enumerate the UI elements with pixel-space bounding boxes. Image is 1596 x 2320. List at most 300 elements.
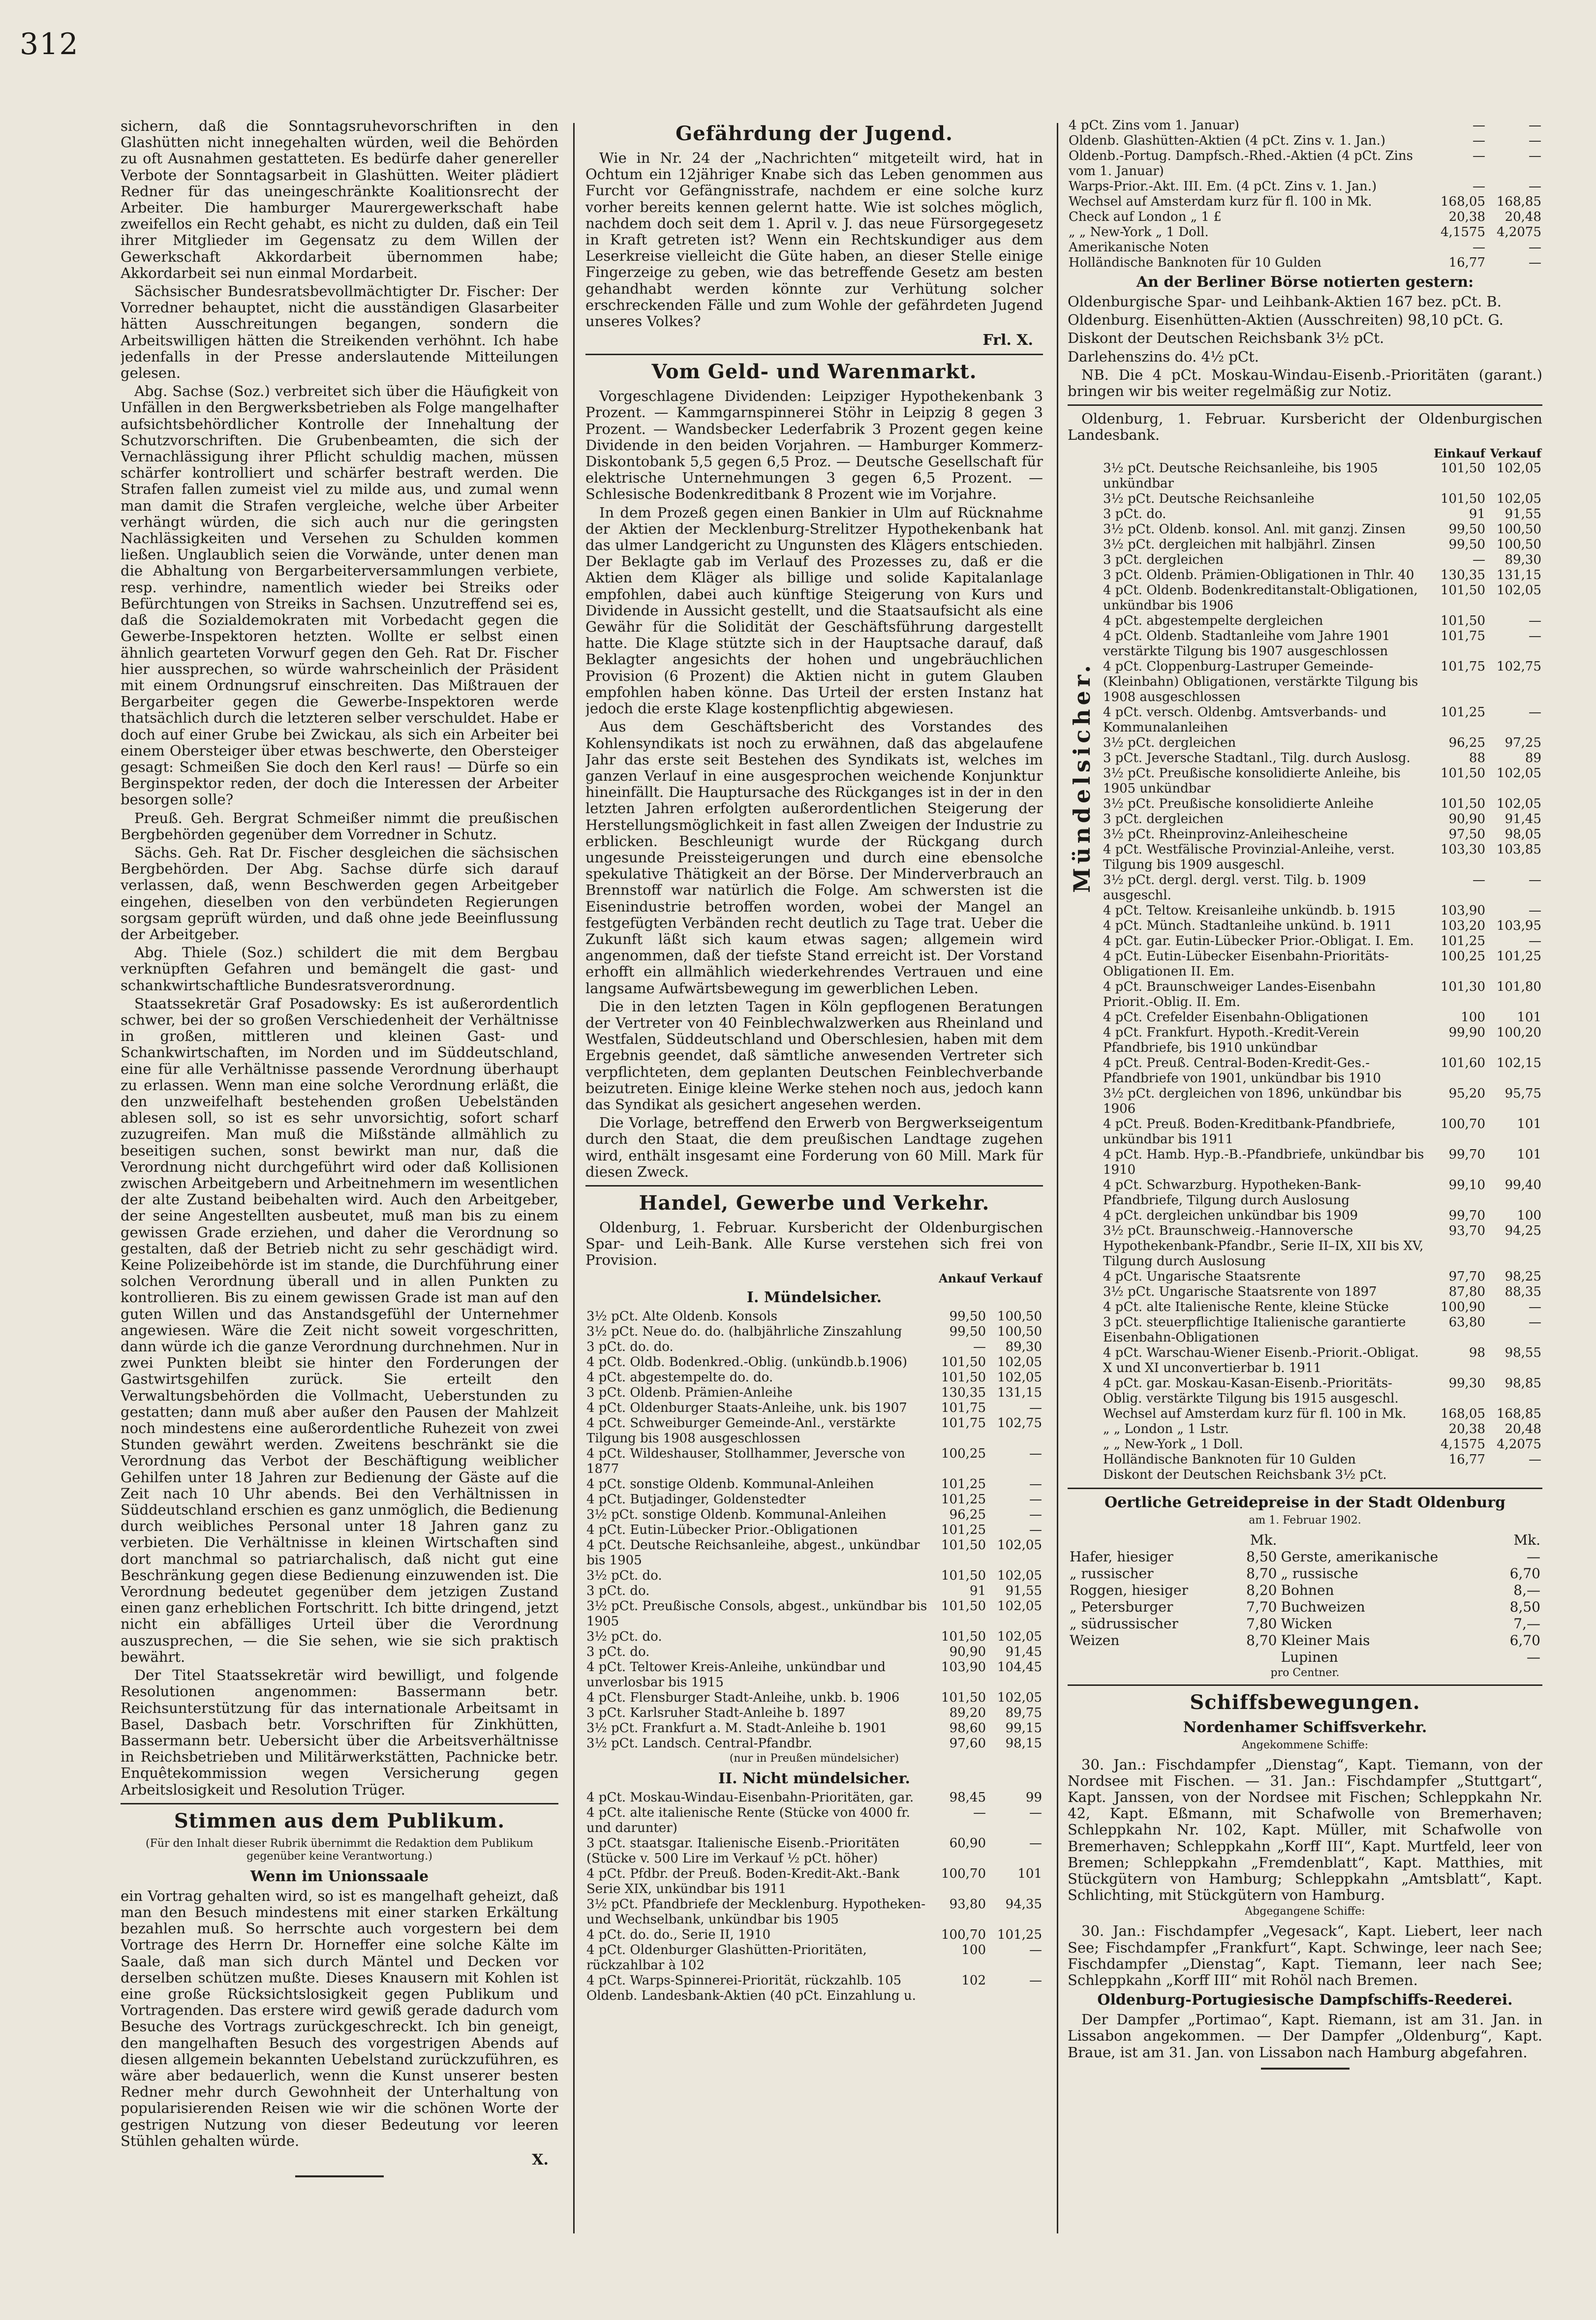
- price-sell: 98,85: [1504, 1375, 1541, 1391]
- price-sell: —: [1529, 118, 1541, 133]
- price-buy: 100,70: [1441, 1116, 1485, 1131]
- section-divider: [1068, 1684, 1542, 1686]
- price-buy: [1430, 1467, 1486, 1483]
- security-name: 4 pCt. do. do., Serie II, 1910: [586, 1927, 771, 1942]
- security-name: 3½ pCt. Landsch. Central-Pfandbr.: [586, 1736, 812, 1751]
- security-name: Wechsel auf Amsterdam kurz für fl. 100 in Mk.: [1069, 194, 1372, 209]
- security-name: Holländische Banknoten für 10 Gulden: [1103, 1452, 1356, 1467]
- price-buy: 97,70: [1448, 1269, 1485, 1284]
- price-buy: 101,50: [941, 1370, 986, 1385]
- price-sell: 102,05: [1497, 491, 1541, 506]
- price-buy: —: [1473, 118, 1485, 133]
- grain-price: —: [1527, 1548, 1540, 1565]
- table-row: [1102, 873, 1542, 903]
- price-sell: —: [1529, 933, 1541, 948]
- price-buy: 101,25: [941, 1492, 986, 1507]
- security-name: 3½ pCt. Alte Oldenb. Konsols: [586, 1309, 778, 1324]
- security-name: 4 pCt. Moskau-Windau-Eisenbahn-Prioritäten, gar.: [586, 1790, 914, 1805]
- price-buy: 103,90: [941, 1659, 986, 1675]
- article-paragraph: Der Titel Staatssekretär wird bewilligt, und folgende Resolutionen angenommen: Bassermann betr. Reichsunterstützung für das internationale Arbeitsamt in Basel, Dasbach betr. Vorschriften für Zinkhütten, Bassermann betr. Uebersicht über die Arbeitsverhältnisse in Reichsbetrieben und Militärwerkstätten, Pachnicke betr. Enquêtekommission wegen Versicherung gegen Arbeitslosigkeit und Resolution Trüger.: [121, 1667, 558, 1798]
- security-name: 4 pCt. Hamb. Hyp.-B.-Pfandbriefe, unkündbar bis 1910: [1103, 1147, 1424, 1177]
- table-row: [1068, 1582, 1542, 1599]
- quote-line: Oldenburg. Eisenhütten-Aktien (Ausschreiten) 98,10 pCt. G.: [1068, 311, 1504, 329]
- table-row: [1102, 735, 1542, 751]
- price-buy: 100,70: [941, 1866, 986, 1881]
- price-buy: 99,70: [1448, 1208, 1485, 1223]
- price-sell: 97,25: [1504, 735, 1541, 750]
- price-sell: 100: [1517, 1208, 1541, 1223]
- table-row: [585, 1401, 1043, 1416]
- security-name: 4 pCt. Pfdbr. der Preuß. Boden-Kredit-Akt.-Bank Serie XIX, unkündbar bis 1911: [586, 1866, 900, 1896]
- security-name: 3 pCt. Oldenb. Prämien-Anleihe: [586, 1385, 793, 1400]
- price-sell: 100,50: [997, 1324, 1042, 1339]
- price-sell: 102,75: [997, 1415, 1042, 1431]
- price-buy: 101,50: [941, 1354, 986, 1370]
- price-sell: 102,05: [1497, 582, 1541, 598]
- security-name: 3½ pCt. Preußische konsolidierte Anleihe, bis 1905 unkündbar: [1103, 765, 1401, 796]
- price-sell: 4,2075: [1497, 1436, 1541, 1452]
- price-buy: 99,90: [1448, 1025, 1485, 1040]
- price-buy: 99,50: [1448, 521, 1485, 537]
- price-buy: 103,30: [1441, 842, 1485, 857]
- security-name: 3½ pCt. dergleichen von 1896, unkündbar bis 1906: [1103, 1086, 1402, 1116]
- article-paragraph: Wie in Nr. 24 der „Nachrichten“ mitgeteilt wird, hat in Ochtum ein 12jähriger Knabe sich das Leben genommen aus Furcht vor Gefängnisstrafe, nachdem er eine solche kurz vorher bereits kennen gelernt hatte. Wie ist solches möglich, nachdem doch seit dem 1. April v. J. das neue Fürsorgegesetz in Kraft getreten ist? Wenn ein Rechtskundiger aus dem Leserkreise vielleicht die Güte haben, an dieser Stelle einige Fingerzeige zu geben, wie das betreffende Gesetz am besten gehandhabt werden könnte zur Verhütung solcher erschreckenden Fälle und zum Wohle der gefährdeten Jugend unseres Volkes?: [585, 150, 1043, 330]
- table-section-title: An der Berliner Börse notierten gestern:: [1136, 274, 1474, 291]
- security-name: 3 pCt. do.: [1103, 506, 1166, 521]
- price-buy: —: [1473, 149, 1485, 163]
- section-divider: [585, 1185, 1043, 1187]
- price-sell: 101: [1017, 1866, 1042, 1881]
- grain-price: 7,—: [1513, 1615, 1540, 1632]
- price-buy: 101,50: [941, 1568, 986, 1583]
- article-signature: X.: [532, 2151, 549, 2168]
- price-sell: 102,75: [1497, 659, 1541, 674]
- table-row: [1102, 1284, 1542, 1300]
- vertical-section-label: Mündelsicher.: [1069, 661, 1095, 893]
- price-sell: 102,05: [997, 1690, 1042, 1705]
- section-divider: [1068, 1488, 1542, 1489]
- table-section-title: I. Mündelsicher.: [746, 1288, 882, 1306]
- column-header: Verkauf: [990, 1271, 1042, 1285]
- table-row: [1102, 1147, 1542, 1178]
- table-row: [585, 1492, 1043, 1507]
- table-row: [1068, 1632, 1542, 1649]
- security-name: 4 pCt. Schwarzburg. Hypotheken-Bank-Pfandbriefe, Tilgung durch Auslosung: [1103, 1177, 1361, 1208]
- price-sell: 89,75: [1005, 1705, 1042, 1720]
- table-row: [1102, 827, 1542, 842]
- table-row: [1102, 934, 1542, 949]
- price-sell: 98,15: [1005, 1736, 1042, 1751]
- quotes-table: [1068, 118, 1542, 271]
- security-name: 4 pCt. Cloppenburg-Lastruper Gemeinde-(Kleinbahn) Obligationen, verstärkte Tilgung bis 1908 ausgeschlossen: [1103, 659, 1418, 704]
- security-name: 3 pCt. Oldenb. Prämien-Obligationen in Thlr. 40: [1103, 567, 1414, 582]
- grain-price: 8,20: [1246, 1582, 1277, 1598]
- grain-name: Lupinen: [1281, 1648, 1338, 1665]
- price-sell: 131,15: [997, 1385, 1042, 1400]
- price-buy: —: [1473, 552, 1485, 567]
- security-name: 3½ pCt. do.: [586, 1568, 662, 1583]
- unit-label: Mk.: [1250, 1531, 1277, 1548]
- page-number: 312: [20, 27, 79, 61]
- price-buy: 101,50: [1441, 491, 1485, 506]
- table-row: [585, 1477, 1043, 1492]
- price-sell: —: [1529, 179, 1541, 194]
- security-name: 4 pCt. Eutin-Lübecker Eisenbahn-Prioritäts-Obligationen II. Em.: [1103, 948, 1389, 979]
- security-name: 3½ pCt. Braunschweig.-Hannoversche Hypothekenbank-Pfandbr., Serie II–IX, XII bis XV, Tilgung durch Auslosung: [1103, 1223, 1424, 1269]
- security-name: 4 pCt. Teltow. Kreisanleihe unkündb. b. 1915: [1103, 903, 1396, 918]
- security-name: 4 pCt. gar. Eutin-Lübecker Prior.-Obligat. I. Em.: [1103, 933, 1414, 948]
- security-name: 4 pCt. Münch. Stadtanleihe unkünd. b. 1911: [1103, 918, 1392, 933]
- price-buy: 99,50: [1448, 537, 1485, 552]
- grain-price: 6,70: [1509, 1632, 1540, 1648]
- price-buy: 101,75: [1441, 659, 1485, 674]
- price-buy: 101,25: [941, 1522, 986, 1537]
- price-sell: 168,85: [1497, 1406, 1541, 1421]
- price-sell: 91,55: [1504, 506, 1541, 521]
- table-row: [1102, 705, 1542, 735]
- table-header-row: [585, 1271, 1043, 1286]
- article-signature: Frl. X.: [982, 332, 1033, 349]
- price-sell: —: [1529, 872, 1541, 887]
- security-name: 4 pCt. Ungarische Staatsrente: [1103, 1269, 1301, 1284]
- price-buy: 103,90: [1441, 903, 1485, 918]
- price-buy: 102: [961, 1973, 986, 1988]
- article-paragraph: Staatssekretär Graf Posadowsky: Es ist außerordentlich schwer, bei der so großen Verschiedenheit der Verhältnisse in großen, mittleren und kleinen Gast- und Schankwirtschaften, im Norden und im Süddeutschland, eine für alle Verhältnisse passende Verordnung überhaupt zu erlassen. Wenn man eine solche Verordnung erläßt, die den unzweifelhaft bestehenden großen Uebelständen ablesen soll, so ist es sehr unvorsichtig, sofort scharf zuzugreifen. Man muß die Mißstände allmählich zu beseitigen suchen, sonst bewirkt man nur, daß die Verordnung nicht durchgeführt wird oder daß Kollisionen zwischen Arbeitgebern und Arbeitnehmern im wesentlichen der alte Zustand beibehalten wird. Auch den Arbeitgeber, der seine Angestellten ausbeutet, muß man bis zu einem gewissen Grade erziehen, und daher die Verordnung so gestalten, daß der Betrieb nicht zu sehr geschädigt wird. Keine Polizeibehörde ist im stande, die Durchführung einer solchen Verordnung überall und in allen Punkten zu kontrollieren. Bis zu einem gewissen Grade ist man auf den guten Willen und das Anstandsgefühl der Unternehmer angewiesen. Wäre die Zeit nicht soweit vorgeschritten, dann würde ich die ganze Verordnung durchnehmen. Nur in zwei Punkten bleibt sie hinter den Forderungen der Gastwirtsgehilfen zurück. Sie erteilt den Verwaltungsbehörden die Vollmacht, Ueberstunden zu gestatten; dann muß aber außer den Pausen der Mahlzeit noch mindestens eine außerordentliche Ruhezeit von zwei Stunden gewährt werden. Zweitens beschränkt sie die Verordnung das Verbot der Beschäftigung weiblicher Gehilfen unter 18 Jahren zur Bedienung der Gäste auf die Zeit nach 10 Uhr abends. Bei den Verhältnissen in Süddeutschland erschien es ganz unmöglich, die Bedienung durch weibliches Personal unter 18 Jahren ganz zu verbieten. Die Verhältnisse in kleinen Wirtschaften sind dort manchmal so patriarchalisch, daß nicht gut eine Beschränkung gegen diese Bedienung einzuwenden ist. Die Verordnung bedeutet gegenüber dem jetzigen Zustand einen ganz erheblichen Fortschritt. Ich bitte dringend, jetzt nicht ein abfälliges Urteil über die Verordnung auszusprechen, — die Sie sehen, wie sie sich praktisch bewährt.: [121, 995, 558, 1665]
- quotes-table: [585, 1271, 1043, 1286]
- grain-name: „ südrussischer: [1070, 1615, 1178, 1632]
- price-sell: 100,50: [1497, 537, 1541, 552]
- column-rule: [573, 123, 575, 2233]
- table-row: [1102, 766, 1542, 796]
- table-row: [1068, 1649, 1542, 1666]
- price-buy: 91: [969, 1583, 986, 1598]
- table-row: [1102, 522, 1542, 537]
- security-name: 4 pCt. Braunschweiger Landes-Eisenbahn Priorit.-Oblig. II. Em.: [1103, 979, 1376, 1009]
- security-name: 3½ pCt. Preußische konsolidierte Anleihe: [1103, 796, 1374, 811]
- price-sell: 4,2075: [1497, 225, 1541, 240]
- price-sell: 100,50: [1497, 521, 1541, 537]
- table-row: [1102, 751, 1542, 766]
- security-name: 3½ pCt. Oldenb. konsol. Anl. mit ganzj. Zinsen: [1103, 521, 1406, 537]
- table-row: [1102, 1269, 1542, 1284]
- column-header: Ankauf: [938, 1271, 986, 1285]
- security-name: 4 pCt. abgestempelte do. do.: [586, 1370, 773, 1385]
- table-row: [585, 1507, 1043, 1523]
- table-row: [1102, 1300, 1542, 1315]
- table-row: [1068, 225, 1542, 240]
- grain-name: „ russische: [1281, 1565, 1358, 1582]
- price-sell: —: [1529, 133, 1541, 148]
- price-buy: 99,70: [1448, 1147, 1485, 1162]
- price-buy: 101,50: [941, 1537, 986, 1553]
- table-row: [1102, 1208, 1542, 1223]
- price-sell: 20,48: [1504, 210, 1541, 224]
- security-name: 3½ pCt. Neue do. do. (halbjährliche Zinszahlung: [586, 1324, 902, 1339]
- section-heading: Schiffsbewegungen.: [1190, 1690, 1420, 1714]
- price-buy: [931, 1988, 987, 2004]
- article-paragraph: In dem Prozeß gegen einen Bankier in Ulm auf Rücknahme der Aktien der Mecklenburg-Strelitzer Hypothekenbank hat das ulmer Landgericht zu Ungunsten des Klägers entschieden. Der Beklagte gab im Verlauf des Prozesses zu, daß er die Aktien dem Kläger als billige und solide Kapitalanlage empfohlen, dabei auch künftige Steigerung von Kurs und Dividende in Aussicht gestellt, und die Staatsaufsicht als eine Gewähr für die Solidität der Geschäftsführung dargestellt hatte. Die Klage stützte sich in der Hauptsache darauf, daß Beklagter angesichts der hohen und ungebräuchlichen Provision (6 Prozent) die Aktien nicht in gutem Glauben empfohlen haben könne. Das Urteil der ersten Instanz hat jedoch die erste Klage kostenpflichtig abgewiesen.: [585, 504, 1043, 717]
- price-sell: [987, 1988, 1043, 2004]
- table-row: [585, 1324, 1043, 1340]
- section-heading: Stimmen aus dem Publikum.: [174, 1809, 505, 1832]
- price-sell: 99: [1025, 1790, 1042, 1805]
- grain-price: 7,80: [1246, 1615, 1277, 1632]
- price-buy: 4,1575: [1441, 225, 1485, 240]
- price-buy: 168,05: [1441, 1406, 1485, 1421]
- unit-label: Mk.: [1513, 1531, 1540, 1548]
- article-paragraph: Oldenburg, 1. Februar. Kursbericht der Oldenburgischen Spar- und Leih-Bank. Alle Kurse verstehen sich frei von Provision.: [585, 1219, 1043, 1269]
- price-buy: 93,70: [1448, 1223, 1485, 1238]
- price-buy: 4,1575: [1441, 1436, 1485, 1452]
- grain-price: 7,70: [1246, 1598, 1277, 1615]
- price-buy: 96,25: [1448, 735, 1485, 750]
- security-name: 3½ pCt. Ungarische Staatsrente von 1897: [1103, 1284, 1377, 1299]
- table-row: [1102, 629, 1542, 659]
- security-name: 4 pCt. alte italienische Rente (Stücke von 4000 fr. und darunter): [586, 1805, 911, 1835]
- table-row: [1102, 1376, 1542, 1406]
- price-sell: 89: [1525, 750, 1541, 765]
- price-sell: 20,48: [1504, 1421, 1541, 1436]
- price-buy: 89,20: [949, 1705, 986, 1720]
- price-sell: 103,85: [1497, 842, 1541, 857]
- table-note: (nur in Preußen mündelsicher): [729, 1752, 899, 1765]
- price-sell: [1486, 1467, 1542, 1483]
- security-name: 3½ pCt. dergl. dergl. verst. Tilg. b. 1909 ausgeschl.: [1103, 872, 1366, 903]
- security-name: 4 pCt. Schweiburger Gemeinde-Anl., verstärkte Tilgung bis 1908 ausgeschlossen: [586, 1415, 896, 1446]
- article-paragraph: Sächs. Geh. Rat Dr. Fischer desgleichen die sächsischen Bergbehörden. Der Abg. Sachse dürfe sich darauf verlassen, daß, wenn Beschwerden gegen Arbeitgeber eingehen, dieselben von den verbündeten Regierungen sorgsam geprüft würden, und daß ohne jede Beeinflussung der Arbeitgeber.: [121, 844, 558, 943]
- table-row: [585, 1943, 1043, 1973]
- security-name: 3½ pCt. dergleichen mit halbjährl. Zinsen: [1103, 537, 1376, 552]
- price-sell: —: [1529, 1314, 1541, 1330]
- price-buy: 20,38: [1448, 1421, 1485, 1436]
- table-row: [1102, 461, 1542, 491]
- price-buy: 100,90: [1441, 1299, 1485, 1314]
- security-name: 4 pCt. abgestempelte dergleichen: [1103, 613, 1323, 628]
- table-row: [1102, 1178, 1542, 1208]
- table-row: [1068, 149, 1542, 179]
- price-buy: 101,25: [1441, 704, 1485, 720]
- security-name: 3½ pCt. dergleichen: [1103, 735, 1236, 750]
- price-sell: 101,80: [1497, 979, 1541, 994]
- price-sell: 89,30: [1504, 552, 1541, 567]
- price-sell: —: [1529, 1452, 1541, 1467]
- price-buy: 101,75: [1441, 628, 1485, 643]
- security-name: 4 pCt. Frankfurt. Hypoth.-Kredit-Verein Pfandbriefe, bis 1910 unkündbar: [1103, 1025, 1359, 1055]
- table-row: [1102, 1086, 1542, 1117]
- price-buy: —: [1473, 179, 1485, 194]
- price-buy: 130,35: [941, 1385, 986, 1400]
- quote-line: Darlehenszins do. 4½ pCt.: [1068, 348, 1259, 365]
- table-header-row: [1068, 1532, 1542, 1549]
- price-buy: —: [973, 1339, 986, 1354]
- article-paragraph: Oldenburg, 1. Februar. Kursbericht der Oldenburgischen Landesbank.: [1068, 410, 1542, 444]
- price-sell: —: [1529, 903, 1541, 918]
- price-sell: 98,05: [1504, 826, 1541, 842]
- table-row: [585, 1340, 1043, 1355]
- price-buy: 95,20: [1448, 1086, 1485, 1101]
- section-heading: Oertliche Getreidepreise in der Stadt Oldenburg: [1104, 1494, 1506, 1511]
- price-sell: —: [1529, 240, 1541, 255]
- security-name: 4 pCt. Teltower Kreis-Anleihe, unkündbar und unverlosbar bis 1915: [586, 1659, 886, 1690]
- middle-column: [585, 118, 1043, 2233]
- security-name: 4 pCt. Preuß. Central-Boden-Kredit-Ges.-Pfandbriefe von 1901, unkündbar bis 1910: [1103, 1055, 1381, 1086]
- price-buy: 96,25: [949, 1507, 986, 1522]
- price-sell: 100,50: [997, 1309, 1042, 1324]
- grain-name: Kleiner Mais: [1281, 1632, 1370, 1648]
- table-row: [585, 1973, 1043, 1988]
- grain-name: Weizen: [1070, 1632, 1120, 1648]
- price-buy: 97,60: [949, 1736, 986, 1751]
- price-buy: 168,05: [1441, 194, 1485, 209]
- subsection-label: Abgegangene Schiffe:: [1245, 1905, 1365, 1918]
- price-sell: 102,05: [997, 1370, 1042, 1385]
- table-row: [585, 1446, 1043, 1477]
- column-header: Einkauf: [1434, 446, 1485, 460]
- price-sell: 103,95: [1497, 918, 1541, 933]
- table-row: [585, 1790, 1043, 1805]
- table-row: [585, 1416, 1043, 1446]
- price-sell: 101: [1517, 1147, 1541, 1162]
- table-row: [1068, 1565, 1542, 1582]
- left-column: [121, 118, 558, 2233]
- price-buy: 90,90: [1448, 811, 1485, 826]
- end-rule: [295, 2175, 384, 2177]
- security-name: 3½ pCt. Deutsche Reichsanleihe: [1103, 491, 1315, 506]
- price-sell: 91,45: [1504, 811, 1541, 826]
- price-sell: 88,35: [1504, 1284, 1541, 1299]
- table-header-row: [1102, 446, 1542, 461]
- security-name: 4 pCt. Oldenburger Glashütten-Prioritäten, rückzahlbar à 102: [586, 1942, 867, 1973]
- quote-line: Diskont der Deutschen Reichsbank 3½ pCt.: [1068, 330, 1384, 347]
- security-name: 4 pCt. versch. Oldenbg. Amtsverbands- und Kommunalanleihen: [1103, 704, 1387, 735]
- security-name: Amerikanische Noten: [1069, 240, 1209, 255]
- security-name: 3½ pCt. Rheinprovinz-Anleihescheine: [1103, 826, 1348, 842]
- table-row: [1102, 1056, 1542, 1086]
- price-sell: 101,25: [997, 1927, 1042, 1942]
- security-name: Oldenb. Glashütten-Aktien (4 pCt. Zins v. 1. Jan.): [1069, 133, 1385, 148]
- price-buy: 99,50: [949, 1324, 986, 1339]
- table-row: [1102, 507, 1542, 522]
- security-name: 4 pCt. Preuß. Boden-Kreditbank-Pfandbriefe, unkündbar bis 1911: [1103, 1116, 1396, 1147]
- table-row: [1102, 1437, 1542, 1452]
- security-name: 4 pCt. Butjadinger, Goldenstedter: [586, 1492, 806, 1507]
- grain-price: 8,70: [1246, 1632, 1277, 1648]
- price-buy: 101,30: [1441, 979, 1485, 994]
- table-row: [1102, 918, 1542, 934]
- table-row: [1068, 240, 1542, 255]
- price-sell: 102,05: [997, 1598, 1042, 1614]
- article-paragraph: Abg. Sachse (Soz.) verbreitet sich über die Häufigkeit von Unfällen in den Bergwerksbetrieben als Folge mangelhafter aufsichtsbehördlicher Kontrolle der Innehaltung der Schutzvorschriften. Die Grubenbeamten, die sich der Vernachlässigung ihrer Pflicht schuldig machen, müssen schärfer kontrolliert und schärfer bestraft werden. Die Strafen fallen zumeist viel zu milde aus, und zumal wenn man damit die Strafen vergleiche, welche über Arbeiter verhängt würden, die sich auch nur die geringsten Nachlässigkeiten und Versehen zu Schulden kommen ließen. Unglaublich seien die Vorwände, unter denen man die Abhaltung von Bergarbeiterversammlungen verbiete, resp. verhindre, namentlich wieder bei Streiks oder Befürchtungen von Streiks in Sachsen. Unzutreffend sei es, daß die Sozialdemokraten mit Vorbedacht gegen die Gewerbe-Inspektoren hetzten. Wollte er selbst einen ähnlich gearteten Vorwurf gegen den Geh. Rat Dr. Fischer hier aussprechen, so würde wahrscheinlich der Präsident mit einem Ordnungsruf einschreiten. Das Mißtrauen der Bergarbeiter gegen die Gewerbe-Inspektoren werde thatsächlich durch die letzteren selber verschuldet. Habe er doch auf einer Grube bei Zwickau, als sich ein Arbeiter bei einem Obersteiger über etwas beschwerte, den Obersteiger gesagt: Schmeißen Sie doch den Kerl raus! — Dürfe so ein Berginspektor reden, der doch die Interessen der Arbeiter besorgen solle?: [121, 383, 558, 808]
- security-name: 4 pCt. sonstige Oldenb. Kommunal-Anleihen: [586, 1476, 874, 1492]
- grain-price: 8,70: [1246, 1565, 1277, 1582]
- security-name: 4 pCt. Oldb. Bodenkred.-Oblig. (unkündb.b.1906): [586, 1354, 907, 1370]
- article-paragraph: Der Dampfer „Portimao“, Kapt. Riemann, ist am 31. Jan. in Lissabon angekommen. — Der Dampfer „Oldenburg“, Kapt. Braue, ist am 31. Jan. von Lissabon nach Hamburg abgefahren.: [1068, 2011, 1542, 2061]
- grain-price-table: [1068, 1532, 1542, 1666]
- grain-name: Bohnen: [1281, 1582, 1334, 1598]
- article-paragraph: Sächsischer Bundesratsbevollmächtigter Dr. Fischer: Der Vorredner behauptet, nicht die ausständigen Glasarbeiter hätten Ausschreitungen begangen, sondern die Arbeitswilligen hätten die Streikenden verhöhnt. Ich habe jedenfalls in der Presse anderslautende Mitteilungen gelesen.: [121, 283, 558, 382]
- table-row: [585, 1584, 1043, 1599]
- table-row: [1068, 1616, 1542, 1632]
- table-row: [585, 1721, 1043, 1736]
- security-name: 3½ pCt. sonstige Oldenb. Kommunal-Anleihen: [586, 1507, 887, 1522]
- table-row: [1102, 903, 1542, 918]
- price-buy: 103,20: [1441, 918, 1485, 933]
- price-buy: 16,77: [1448, 1452, 1485, 1467]
- price-sell: —: [1529, 255, 1541, 270]
- price-buy: 101,75: [941, 1415, 986, 1431]
- grain-name: „ Petersburger: [1070, 1598, 1173, 1615]
- price-sell: 102,05: [1497, 765, 1541, 781]
- price-sell: 94,35: [1005, 1896, 1042, 1912]
- table-row: [585, 1385, 1043, 1401]
- price-sell: 95,75: [1504, 1086, 1541, 1101]
- column-rule: [1057, 123, 1058, 2233]
- price-sell: —: [1029, 1835, 1042, 1851]
- price-buy: 101,50: [1441, 613, 1485, 628]
- security-name: Oldenb. Landesbank-Aktien (40 pCt. Einzahlung u.: [586, 1988, 916, 2003]
- article-paragraph: Abg. Thiele (Soz.) schildert die mit dem Bergbau verknüpften Gefahren und bemängelt die gast- und schankwirtschaftliche Bundesratsverordnung.: [121, 944, 558, 994]
- price-sell: —: [1029, 1942, 1042, 1957]
- security-name: 3 pCt. steuerpflichtige Italienische garantierte Eisenbahn-Obligationen: [1103, 1314, 1406, 1345]
- quotes-table: [585, 1790, 1043, 2004]
- price-buy: 87,80: [1448, 1284, 1485, 1299]
- price-sell: 100,20: [1497, 1025, 1541, 1040]
- table-row: [585, 1690, 1043, 1706]
- table-row: [1102, 1345, 1542, 1376]
- security-name: Wechsel auf Amsterdam kurz für fl. 100 in Mk.: [1103, 1406, 1407, 1421]
- security-name: 3½ pCt. Pfandbriefe der Mecklenburg. Hypotheken- und Wechselbank, unkündbar bis 1905: [586, 1896, 925, 1927]
- quotes-table: [585, 1309, 1043, 1751]
- table-row: [585, 1645, 1043, 1660]
- price-sell: 99,40: [1504, 1177, 1541, 1192]
- price-buy: 101,75: [941, 1400, 986, 1415]
- subsection-heading: Oldenburg-Portugiesische Dampfschiffs-Reederei.: [1097, 1991, 1513, 2009]
- security-name: 3 pCt. staatsgar. Italienische Eisenb.-Prioritäten (Stücke v. 500 Lire im Verkauf ½ pCt. höher): [586, 1835, 900, 1866]
- article-paragraph: Aus dem Geschäftsbericht des Vorstandes des Kohlensyndikats ist noch zu erwähnen, daß das abgelaufene Jahr das erste seit Bestehen des Syndikats ist, welches im ganzen Verlauf in eine ausgesprochen weichende Konjunktur hineinfällt. Die Hauptursache des Rückganges ist in der in den letzten Jahren erfolgten außerordentlichen Steigerung der Herstellungsmöglichkeit in fast allen Zweigen der Industrie zu erblicken. Beschleunigt wurde der Rückgang durch ungesunde Preissteigerungen und durch eine ebensolche spekulative Thätigkeit an der Börse. Der Minderverbrauch an Brennstoff war natürlich die Folge. Am schwersten ist die Eisenindustrie betroffen worden, wobei der Mangel an festgefügten Verbänden recht deutlich zu Tage trat. Ueber die Zukunft läßt sich kaum etwas sagen; allgemein wird angenommen, daß der tiefste Stand erreicht ist. Der Vorstand erhofft ein allmählich wiederkehrendes Vertrauen und eine langsame Aufwärtsbewegung im gewerblichen Leben.: [585, 718, 1043, 997]
- grain-price: 6,70: [1509, 1565, 1540, 1582]
- section-heading: Gefährdung der Jugend.: [675, 122, 953, 145]
- table-row: [585, 1706, 1043, 1721]
- price-sell: 98,25: [1504, 1269, 1541, 1284]
- table-row: [585, 1660, 1043, 1690]
- table-row: [585, 1866, 1043, 1897]
- table-row: [585, 1599, 1043, 1629]
- table-row: [1102, 537, 1542, 552]
- table-section-title: II. Nicht mündelsicher.: [718, 1770, 910, 1787]
- table-row: [1102, 812, 1542, 827]
- grain-name: Wicken: [1281, 1615, 1332, 1632]
- grain-price: [1232, 1649, 1279, 1666]
- price-sell: —: [1529, 149, 1541, 163]
- price-buy: 99,30: [1448, 1375, 1485, 1391]
- price-buy: 93,80: [949, 1896, 986, 1912]
- price-sell: 102,05: [997, 1537, 1042, 1553]
- price-buy: 101,50: [1441, 765, 1485, 781]
- table-row: [585, 1897, 1043, 1927]
- price-buy: 97,50: [1448, 826, 1485, 842]
- article-paragraph: 30. Jan.: Fischdampfer „Dienstag“, Kapt. Tiemann, von der Nordsee mit Fischen. — 31. Jan.: Fischdampfer „Stuttgart“, Kapt. Janssen, von der Nordsee mit Fischen; Schleppkahn Nr. 42, Kapt. Eßmann, mit Schafwolle von Bremerhaven; Schleppkahn Nr. 102, Kapt. Müller, mit Schafwolle von Bremerhaven; Schleppkahn „Korff III“, Kapt. Murtfeld, leer von Bremen; Schleppkahn „Fremdenblatt“, Kapt. Matthies, mit Stückgütern von Hamburg; Schleppkahn „Amtsblatt“, Kapt. Schlichting, mit Stückgütern von Hamburg.: [1068, 1756, 1542, 1904]
- security-name: 4 pCt. Deutsche Reichsanleihe, abgest., unkündbar bis 1905: [586, 1537, 920, 1568]
- table-note: pro Centner.: [1270, 1666, 1340, 1679]
- article-paragraph: Vorgeschlagene Dividenden: Leipziger Hypothekenbank 3 Prozent. — Kammgarnspinnerei Stöhr in Leipzig 8 gegen 3 Prozent. — Wandsbecker Lederfabrik 3 Prozent gegen keine Dividende in den beiden Vorjahren. — Hamburger Kommerz-Diskontobank 5,5 gegen 6,5 Proz. — Deutsche Gesellschaft für elektrische Unternehmungen 3 gegen 6,5 Prozent. — Schlesische Bodenkreditbank 8 Prozent wie im Vorjahre.: [585, 388, 1043, 503]
- table-row: [1068, 1549, 1542, 1565]
- price-buy: 100,25: [941, 1446, 986, 1461]
- price-sell: 89,30: [1005, 1339, 1042, 1354]
- price-buy: 100: [961, 1942, 986, 1957]
- table-row: [1102, 659, 1542, 705]
- table-row: [1102, 979, 1542, 1010]
- security-name: 4 pCt. Wildeshauser, Stollhammer, Jeversche von 1877: [586, 1446, 905, 1476]
